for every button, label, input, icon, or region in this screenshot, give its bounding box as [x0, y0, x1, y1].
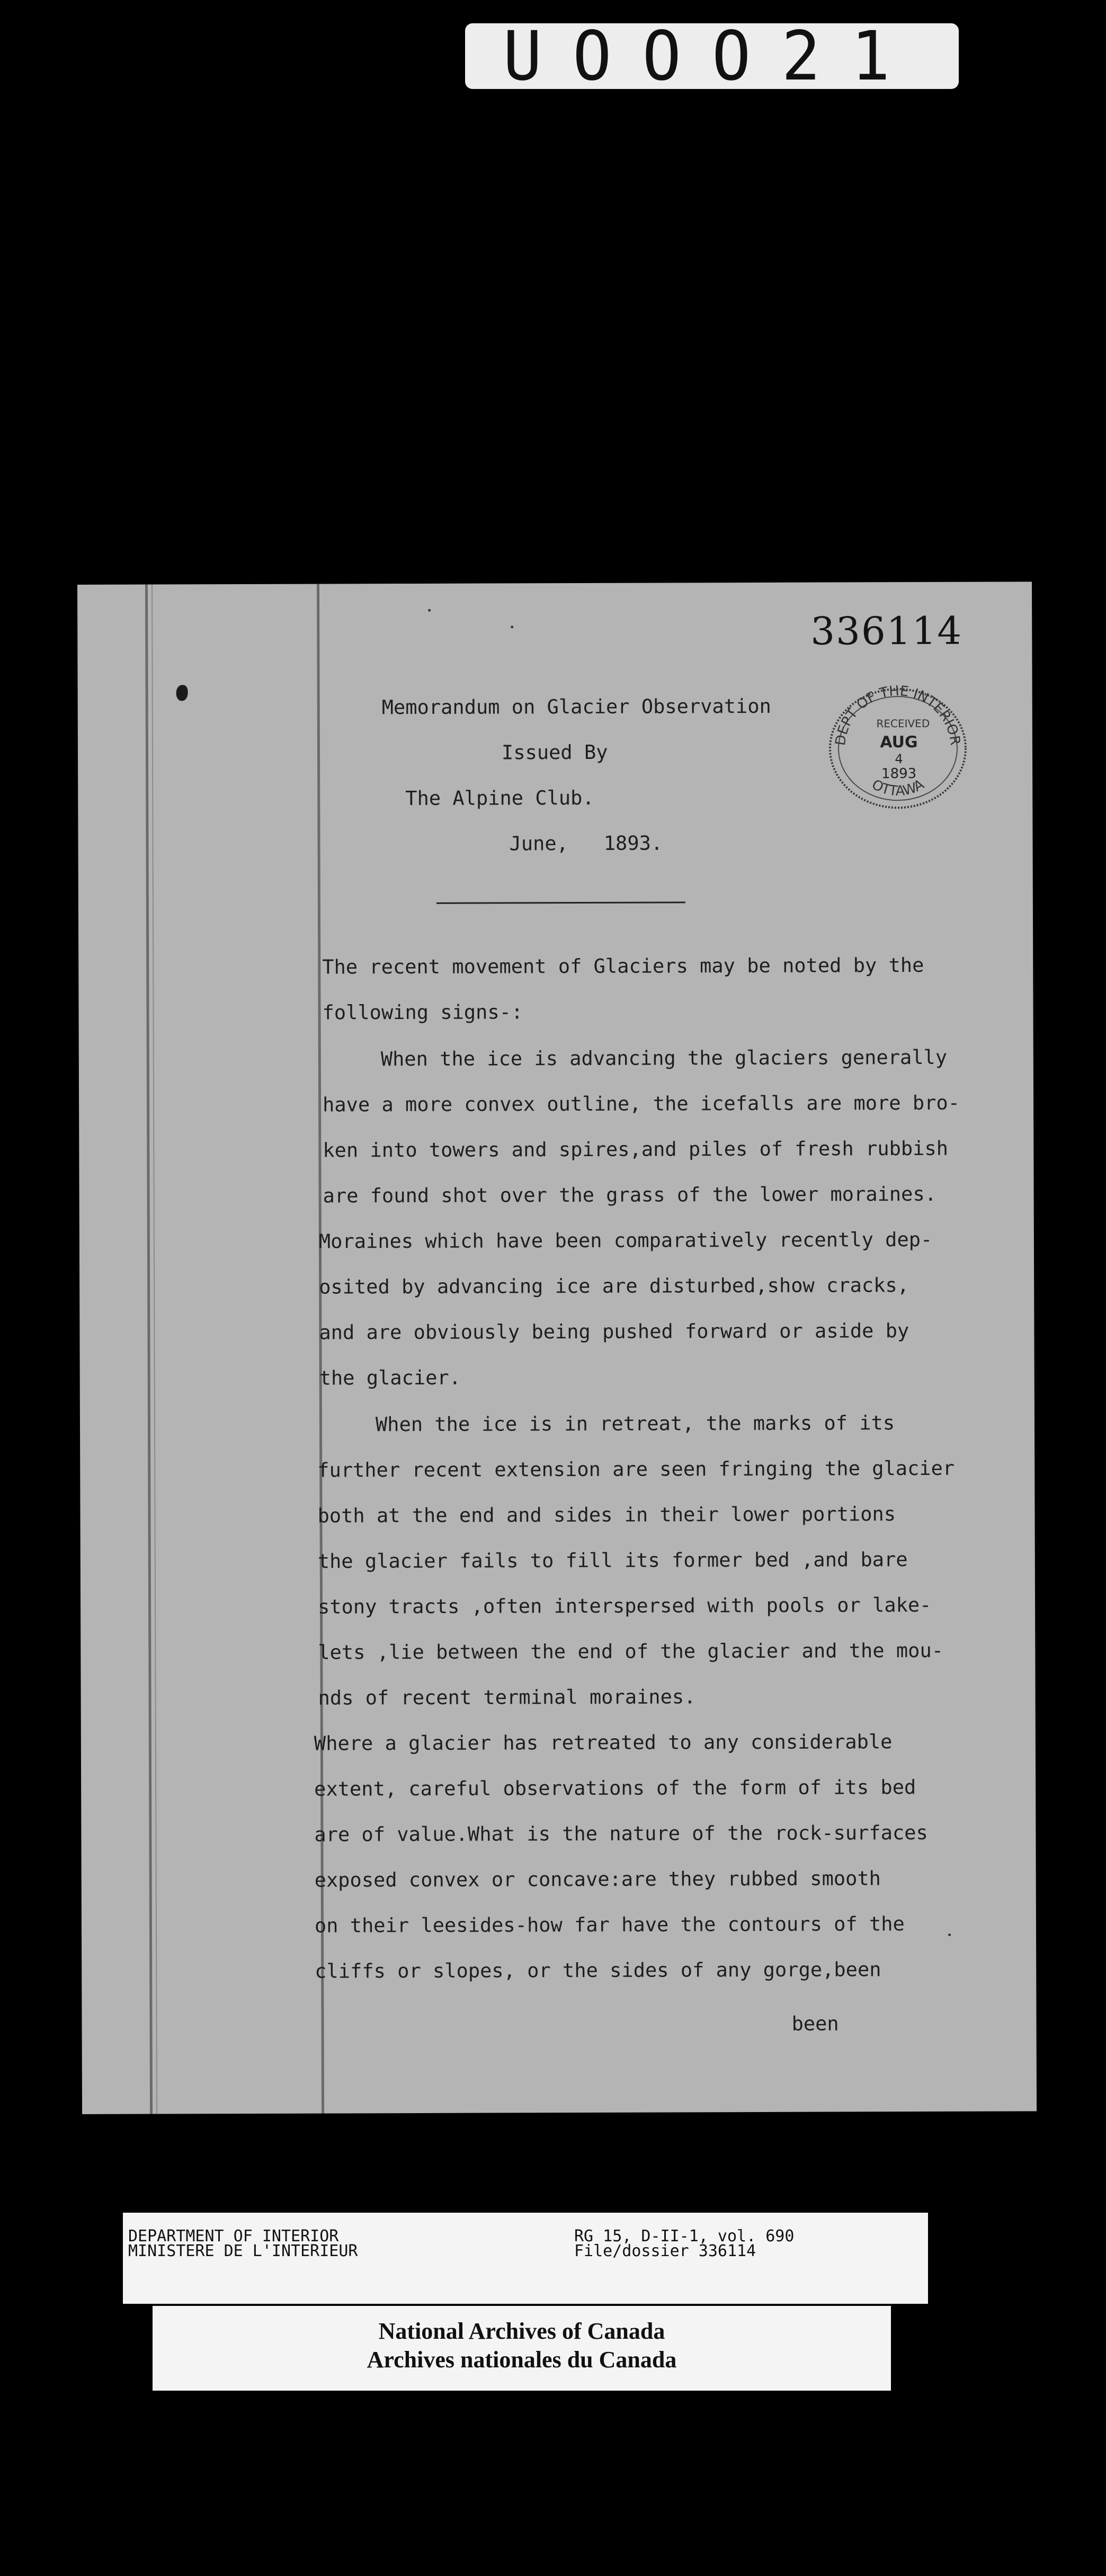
body-line: Moraines which have been comparatively recently dep-: [318, 1228, 933, 1253]
archive-name-label: [153, 2306, 891, 2391]
body-line: The recent movement of Glaciers may be noted by the: [322, 953, 924, 979]
label-dept-fr: MINISTERE DE L'INTERIEUR: [128, 2242, 358, 2260]
speck: [428, 609, 431, 612]
body-line: have a more convex outline, the icefalls are more bro-: [323, 1091, 960, 1116]
body-line: the glacier.: [319, 1366, 461, 1390]
archive-name-fr: Archives nationales du Canada: [367, 2347, 677, 2373]
body-line: both at the end and sides in their lower portions: [317, 1502, 896, 1527]
margin-rule-outer: [145, 585, 153, 2114]
body-line: ken into towers and spires,and piles of fresh rubbish: [323, 1137, 949, 1162]
speck: [511, 625, 513, 628]
body-line: When the ice is advancing the glaciers generally: [380, 1045, 948, 1071]
frame-id-text: UOOO21: [503, 16, 921, 96]
body-line: further recent extension are seen fringing the glacier: [317, 1456, 955, 1482]
memo-issued: Issued By: [501, 740, 608, 764]
memo-title: Memorandum on Glacier Observation: [381, 694, 771, 719]
margin-rule-outer-thin: [151, 585, 157, 2114]
body-line: following signs-:: [322, 1000, 523, 1024]
document-number: 336114: [810, 608, 963, 654]
memo-org: The Alpine Club.: [405, 786, 594, 810]
stamp-year: 1893: [881, 766, 917, 782]
body-line: are found shot over the grass of the lower moraines.: [323, 1182, 937, 1208]
body-line: on their leesides-how far have the contours of the: [314, 1912, 905, 1937]
body-line: osited by advancing ice are disturbed,show cracks,: [319, 1274, 909, 1299]
received-stamp: [824, 679, 973, 812]
ink-blot: [176, 685, 188, 701]
label-dept-en: DEPARTMENT OF INTERIOR: [128, 2227, 339, 2246]
heading-underline: [436, 901, 685, 904]
catchword: been: [791, 2012, 839, 2035]
stamp-bottom-arc: OTTAWA: [869, 776, 927, 800]
stamp-received: RECEIVED: [876, 717, 930, 730]
label-ref: RG 15, D-II-1, vol. 690: [574, 2227, 795, 2246]
body-line: lets ,lie between the end of the glacier and the mou-: [318, 1639, 944, 1664]
body-line: are of value.What is the nature of the rock-surfaces: [314, 1821, 928, 1846]
speck: [948, 1934, 951, 1936]
body-line: the glacier fails to fill its former bed ,and bare: [317, 1548, 908, 1573]
body-line: exposed convex or concave:are they rubbed smooth: [314, 1867, 881, 1892]
body-line: and are obviously being pushed forward or aside by: [319, 1319, 909, 1344]
stamp-day: 4: [895, 752, 903, 767]
stamp-month: AUG: [880, 733, 918, 752]
label-file: File/dossier 336114: [574, 2242, 756, 2260]
body-line: cliffs or slopes, or the sides of any gorge,been: [315, 1958, 881, 1983]
frame-id-label: [465, 16, 959, 96]
stamp-top-arc: DEPT OF THE INTERIOR: [832, 683, 964, 747]
body-line: extent, careful observations of the form of its bed: [314, 1776, 916, 1801]
document-page: [77, 582, 1037, 2114]
archive-name-en: National Archives of Canada: [378, 2318, 665, 2344]
body-line: stony tracts ,often interspersed with pools or lake-: [317, 1593, 932, 1618]
memo-date: June, 1893.: [509, 831, 663, 855]
archive-reference-label: [123, 2213, 928, 2304]
body-line: When the ice is in retreat, the marks of its: [375, 1411, 895, 1436]
body-line: Where a glacier has retreated to any considerable: [314, 1730, 893, 1755]
body-line: nds of recent terminal moraines.: [318, 1685, 696, 1710]
